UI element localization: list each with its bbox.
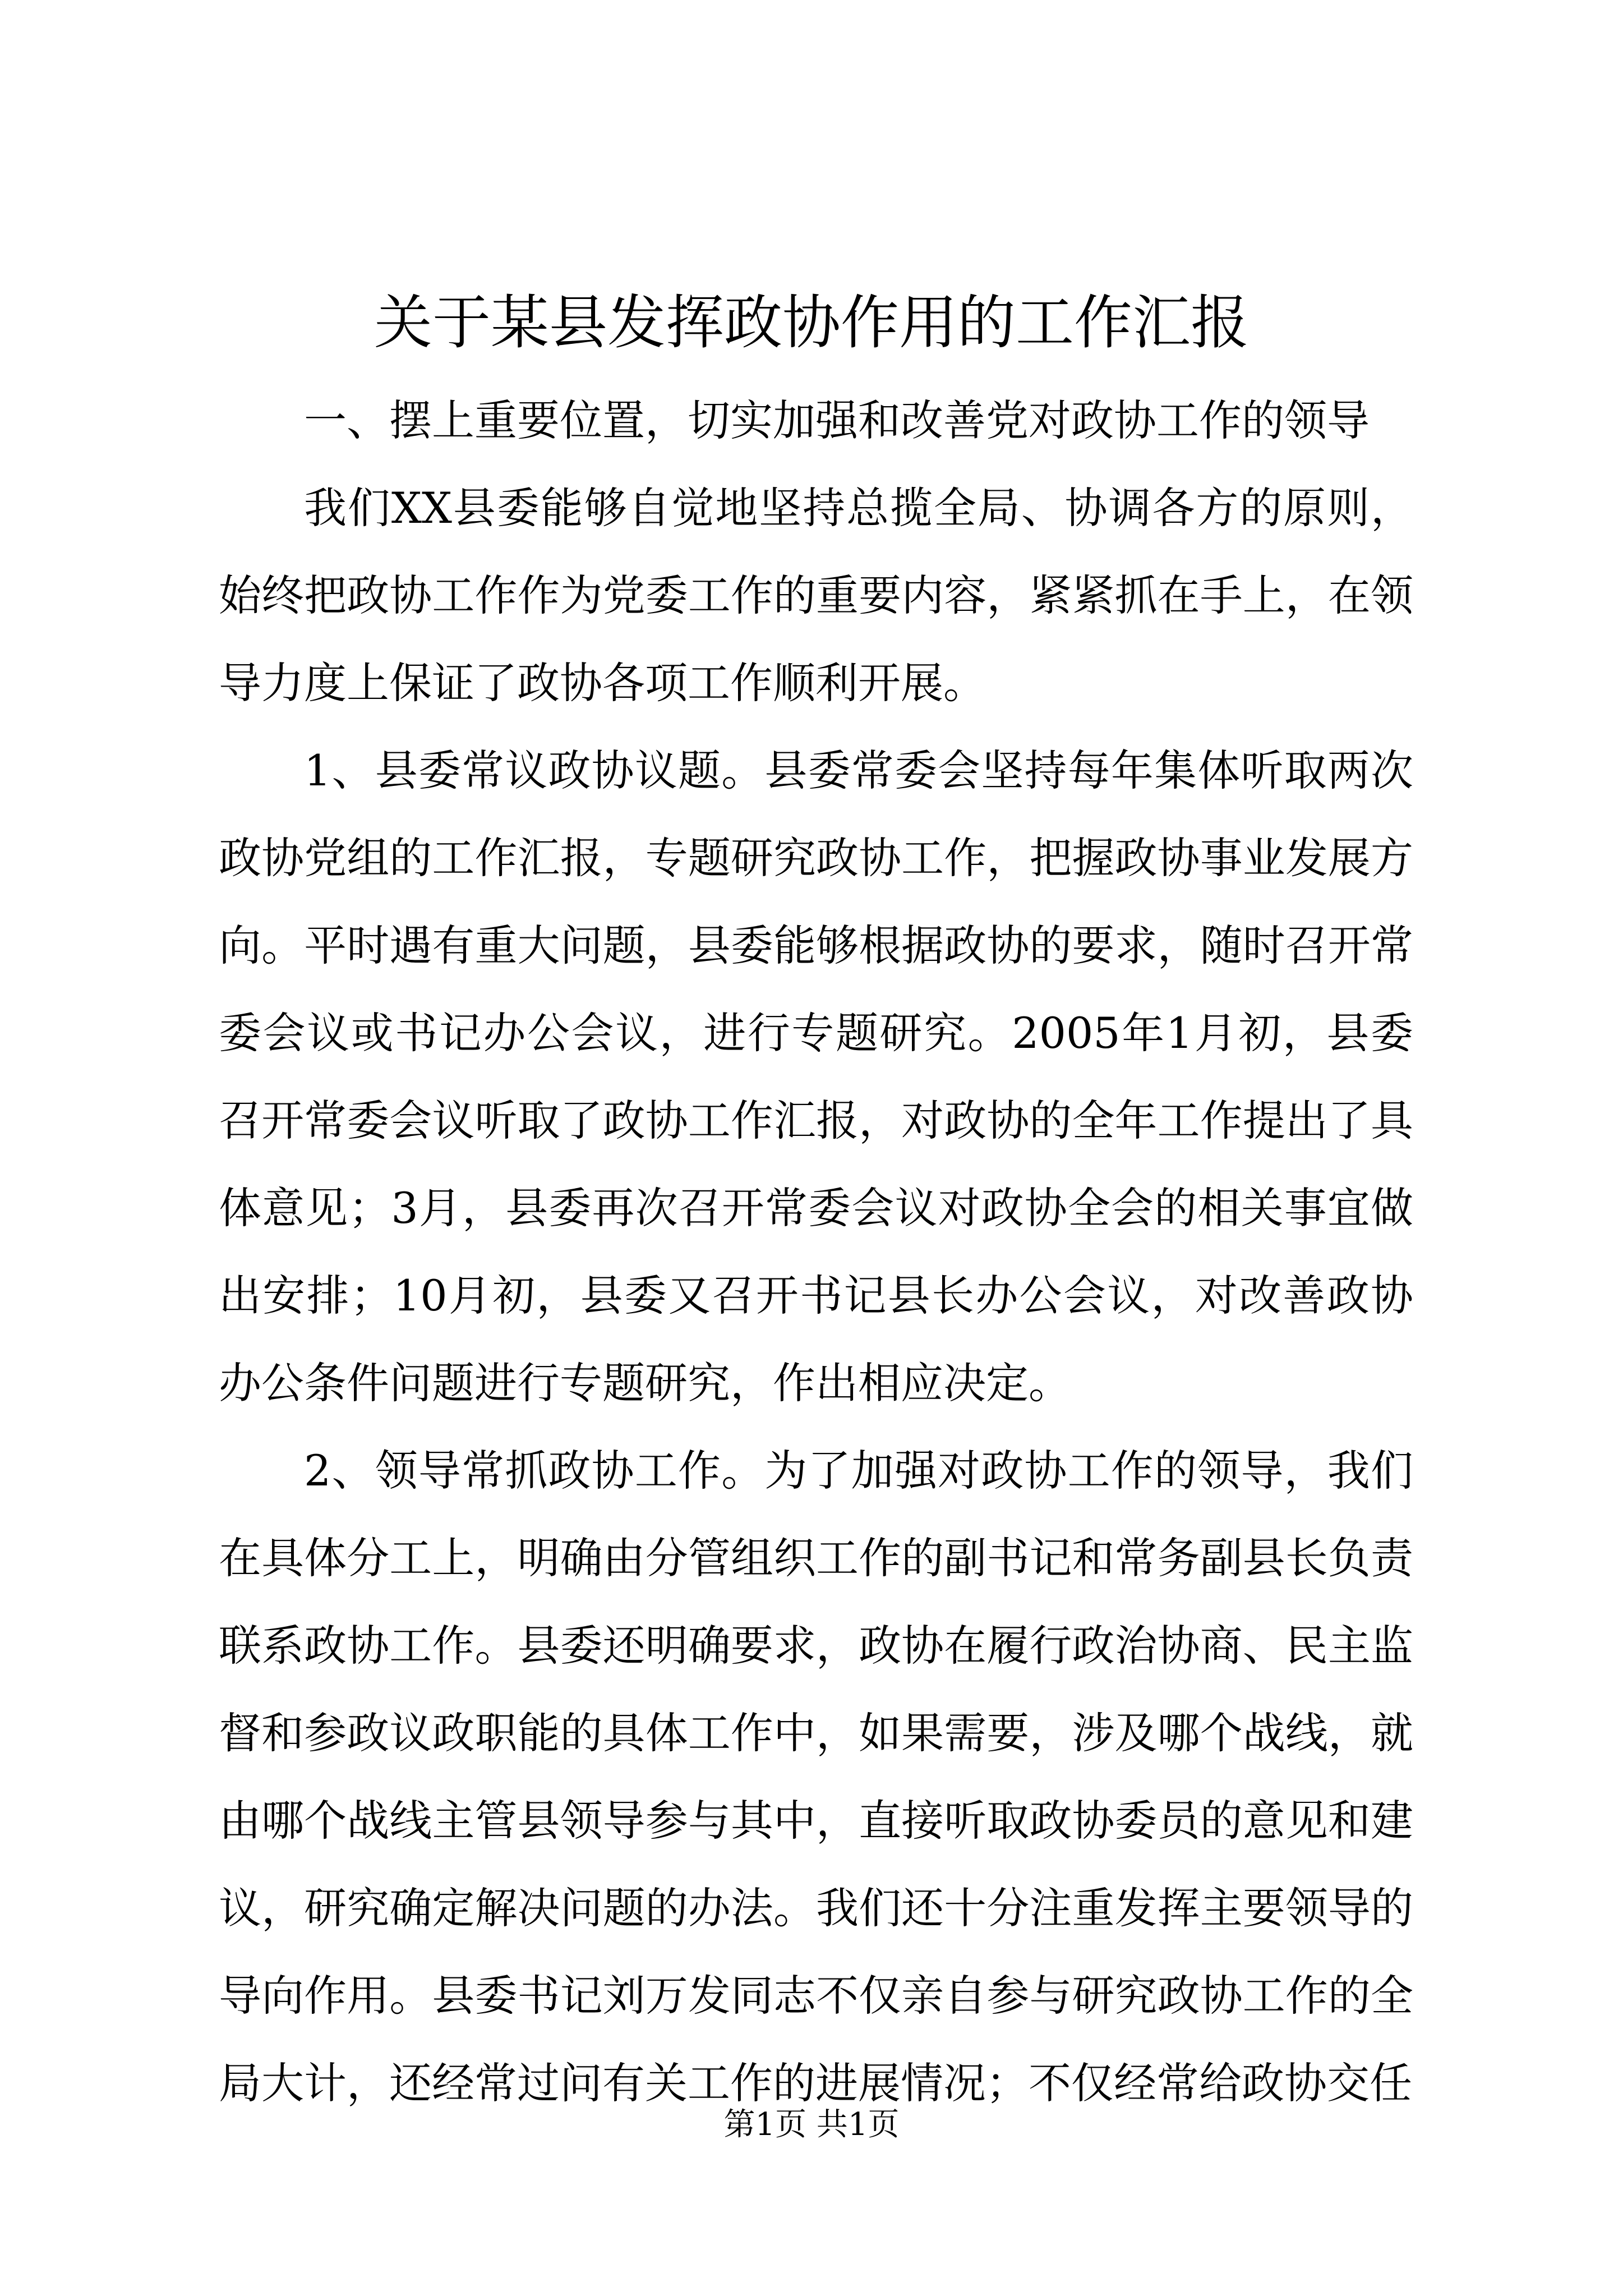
document-title: 关于某县发挥政协作用的工作汇报 [374,288,1249,357]
section-heading: 一、摆上重要位置，切实加强和改善党对政协工作的领导 [304,395,1370,445]
document-body [219,377,1413,2127]
paragraph: 1、县委常议政协议题。县委常委会坚持每年集体听取两次政协党组的工作汇报，专题研究政协工作，把握政协事业发展方向。平时遇有重大问题，县委能够根据政协的要求，随时召开常委会议或书记办公会议，进行专题研究。2005年1月初，县委召开常委会议听取了政协工作汇报，对政协的全年工作提出了具体意见；3月，县委再次召开常委会议对政协全会的相关事宜做出安排；10月初，县委又召开书记县长办公会议，对改善政协办公条件问题进行专题研究，作出相应决定。 [219,746,1413,1408]
paragraph: 2、领导常抓政协工作。为了加强对政协工作的领导，我们在具体分工上，明确由分管组织工作的副书记和常务副县长负责联系政协工作。县委还明确要求，政协在履行政治协商、民主监督和参政议政职能的具体工作中，如果需要，涉及哪个战线，就由哪个战线主管县领导参与其中，直接听取政协委员的意见和建议，研究确定解决问题的办法。我们还十分注重发挥主要领导的导向作用。县委书记刘万发同志不仅亲自参与研究政协工作的全局大计，还经常过问有关工作的进展情况；不仅经常给政协交任 [219,1446,1413,2108]
paragraph: 我们XX县委能够自觉地坚持总揽全局、协调各方的原则，始终把政协工作作为党委工作的重要内容，紧紧抓在手上，在领导力度上保证了政协各项工作顺利开展。 [219,483,1413,708]
page-number: 第1页 共1页 [723,2106,900,2143]
